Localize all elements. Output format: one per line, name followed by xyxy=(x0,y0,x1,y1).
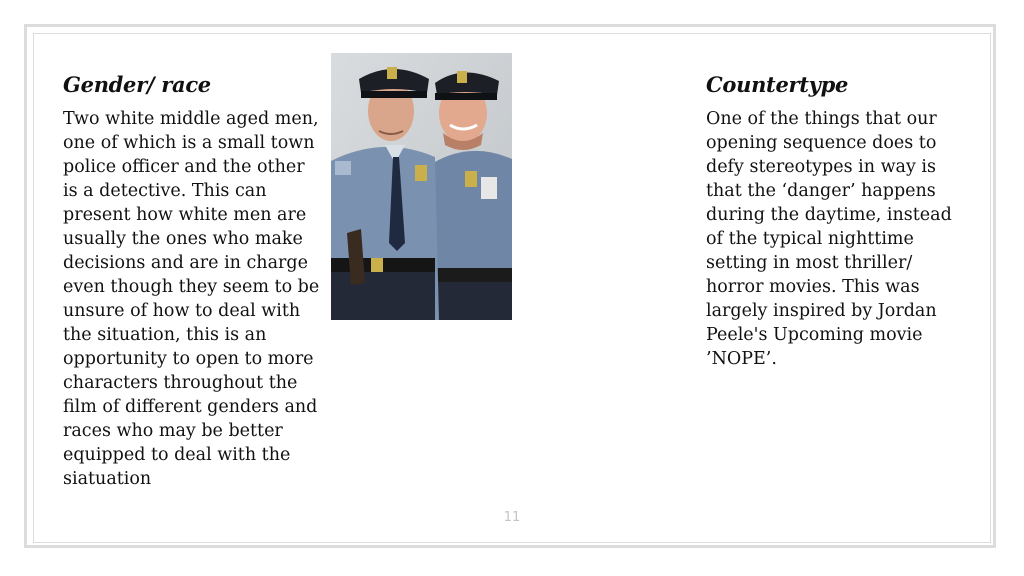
gender-race-text: Two white middle aged men, one of which is a small town police officer and the other is a detective. This can present how white men are usually the ones who make decisions and are in charge even though they seem to be unsure of how to deal with the situation, this is an opportunity to open to more characters throughout the film of different genders and races who may be better equipped to deal with the siatuation xyxy=(63,109,320,489)
police-officers-photo xyxy=(331,53,512,320)
gender-race-heading: Gender/ race xyxy=(63,72,211,97)
countertype-text: One of the things that our opening sequence does to defy stereotypes in way is that the ‘danger’ happens during the daytime, instead of the typical nighttime setting in most thriller/ horror movies. This was largely inspired by Jordan Peele's Upcoming movie ’NOPE’. xyxy=(706,109,952,369)
countertype-heading: Countertype xyxy=(706,72,849,97)
page-number: 11 xyxy=(503,510,521,525)
